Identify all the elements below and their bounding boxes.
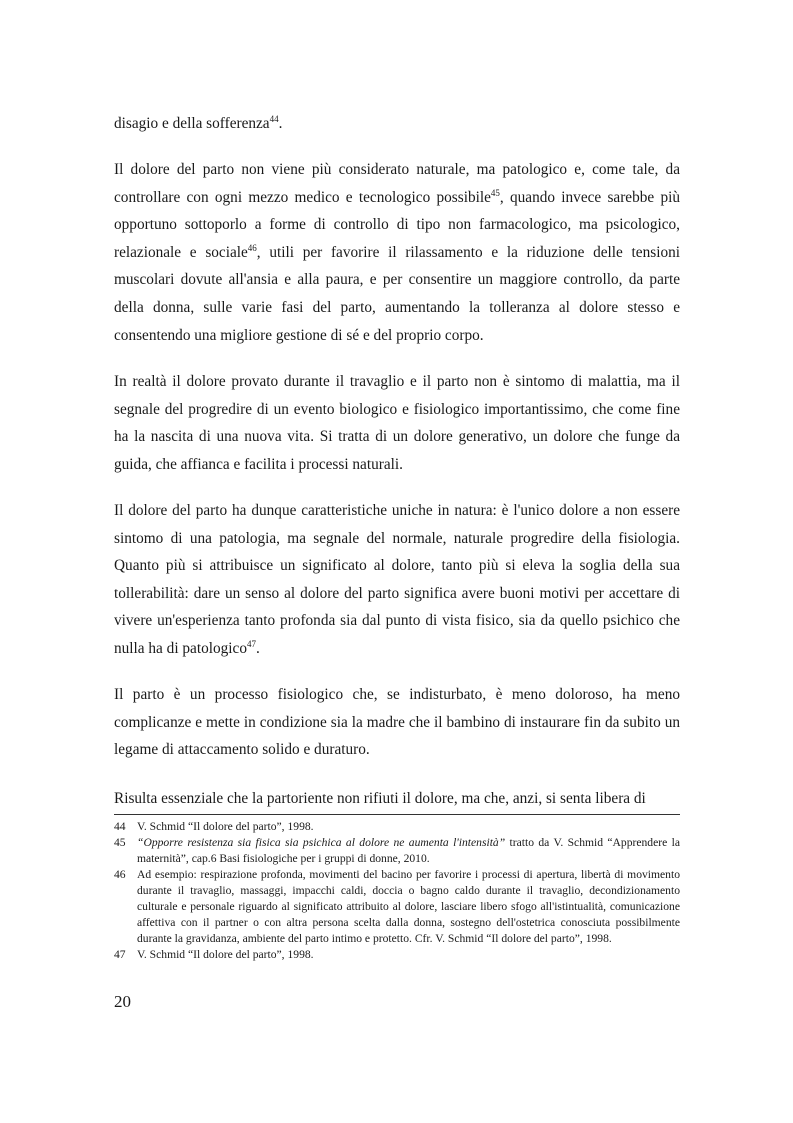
footnote-46: 46 Ad esempio: respirazione profonda, movimenti del bacino per favorire i processi di apertura, libertà di movimento durante il travaglio, massaggi, impacchi caldi, doccia o bagno caldo durante il travaglio, decondizionamento culturale e personale riguardo al significato attribuito al dolore, lasciare libero sfogo all'istintualità, comunicazione affettiva con il partner o con altra persona scelta dalla donna, sostegno dell'ostetrica conosciuta possibilmente durante la gravidanza, ambiente del parto intimo e protetto. Cfr. V. Schmid “Il dolore del parto”, 1998. (114, 868, 680, 945)
footnote-45: 45 “Opporre resistenza sia fisica sia psichica al dolore ne aumenta l'intensità” tratto da V. Schmid “Apprendere la maternità”, cap.6 Basi fisiologiche per i gruppi di donne, 2010. (114, 836, 680, 865)
paragraph-6: Risulta essenziale che la partoriente non rifiuti il dolore, ma che, anzi, si senta libera di (114, 790, 646, 807)
paragraph-1: disagio e della sofferenza$^{44}$. (114, 114, 283, 132)
paragraph-5: Il parto è un processo fisiologico che, se indisturbato, è meno doloroso, ha meno complicanze e mette in condizione sia la madre che il bambino di instaurare fin da subito un legame di attaccamento solido e duraturo. (114, 686, 680, 759)
footnote-ref-46[interactable]: 46 (247, 242, 257, 253)
page-number: 20 (114, 992, 131, 1011)
paragraph-4: Il dolore del parto ha dunque caratteristiche uniche in natura: è l'unico dolore a non essere sintomo di una patologia, ma segnale del normale, naturale progredire della fisiologia. Quanto più si attribuisce un significato al dolore, tanto più si eleva la soglia della sua tollerabilità: dare un senso al dolore del parto significa avere buoni motivi per accettare di vivere un'esperienza tanto profonda sia dal punto di vista fisico, sia da quello psichico che nulla ha di patologico$^{47}$. (114, 502, 680, 657)
paragraph-3: In realtà il dolore provato durante il travaglio e il parto non è sintomo di malattia, ma il segnale del progredire di un evento biologico e fisiologico importantissimo, che come fine ha la nascita di una nuova vita. Si tratta di un dolore generativo, un dolore che funge da guida, che affianca e facilita i processi naturali. (114, 373, 680, 473)
paragraph-2: Il dolore del parto non viene più considerato naturale, ma patologico e, come tale, da controllare con ogni mezzo medico e tecnologico possibile$^{45}$, quando invece sarebbe più opportuno sottoporlo a forme di controllo di tipo non farmacologico, ma psicologico, relazionale e sociale$^{46}$, utili per favorire il rilassamento e la riduzione delle tensioni muscolari dovute all'ansia e alla paura, e per consentire un maggiore controllo, da parte della donna, sulle varie fasi del parto, aumentando la tolleranza al dolore stesso e consentendo una migliore gestione di sé e del proprio corpo. (114, 161, 680, 344)
footnote-ref-45[interactable]: 45 (490, 187, 500, 198)
footnote-ref-44[interactable]: 44 (269, 114, 279, 124)
footnote-ref-47[interactable]: 47 (246, 638, 256, 649)
footnotes (114, 819, 680, 963)
footnote-44: 44 V. Schmid “Il dolore del parto”, 1998. (114, 820, 314, 833)
footnote-47: 47 V. Schmid “Il dolore del parto”, 1998. (114, 948, 314, 961)
quote-italic: “Opporre resistenza sia fisica sia psichica al dolore ne aumenta l'intensità” (137, 836, 506, 849)
footnote-separator (114, 814, 680, 815)
